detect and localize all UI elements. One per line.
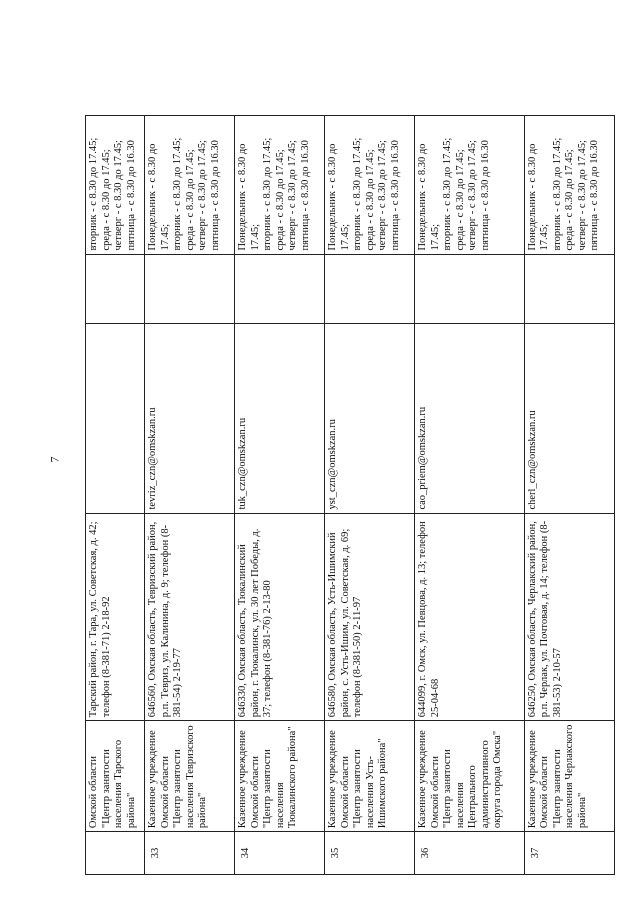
address-cell bbox=[415, 513, 524, 721]
row-number-cell bbox=[524, 832, 614, 875]
table-row bbox=[235, 116, 325, 875]
email[interactable]: tevriz_czn@omskzan.ru bbox=[147, 407, 159, 510]
address-cell bbox=[86, 513, 145, 721]
address: 646330, Омская область, Тюкалинский район, г. Тюкалинск, ул. 30 лет Победы, д. 37; телефон (8-381-76) 2-13-80 bbox=[237, 528, 274, 718]
row-number-cell bbox=[415, 832, 524, 875]
working-hours-cell bbox=[86, 116, 145, 255]
institution-name-cell bbox=[415, 721, 524, 832]
address: 644099, г. Омск, ул. Певцова, д. 13; телефон 25-04-68 bbox=[417, 521, 441, 718]
email-cell bbox=[415, 323, 524, 513]
table-row bbox=[325, 116, 415, 875]
working-hours: Понедельник - с 8.30 до 17.45; вторник - с 8.30 до 17.45; среда - с 8.30 до 17.45; четверг - с 8.30 до 17.45; пятница - с 8.30 до 16.30 bbox=[327, 137, 401, 251]
row-number bbox=[88, 835, 91, 871]
row-number: 35 bbox=[330, 847, 342, 859]
working-hours-cell bbox=[415, 116, 524, 255]
working-hours-cell bbox=[235, 116, 325, 255]
email[interactable]: tuk_czn@omskzan.ru bbox=[237, 417, 249, 510]
email[interactable]: cao_priem@omskzan.ru bbox=[417, 406, 429, 510]
row-number: 37 bbox=[529, 847, 541, 859]
email-cell bbox=[86, 323, 145, 513]
address: Тарский район, г. Тара, ул. Советская, д. 42; телефон (8-381-71) 2-18-92 bbox=[88, 521, 112, 718]
table-row bbox=[524, 116, 614, 875]
address-cell bbox=[145, 513, 235, 721]
working-hours: Понедельник - с 8.30 до 17.45; вторник - с 8.30 до 17.45; среда - с 8.30 до 17.45; четверг - с 8.30 до 17.45; пятница - с 8.30 до 16.30 bbox=[237, 137, 311, 251]
spacer-cell bbox=[524, 254, 614, 323]
institution-name: Казенное учреждение Омской области "Центр занятости населения Тюкалинского района" bbox=[237, 726, 299, 829]
email-cell bbox=[235, 323, 325, 513]
email[interactable]: cherl_czn@omskzan.ru bbox=[526, 410, 538, 510]
table-row bbox=[86, 116, 145, 875]
page-number: 7 bbox=[47, 456, 62, 463]
spacer-cell bbox=[235, 254, 325, 323]
spacer-cell bbox=[145, 254, 235, 323]
institution-name: Казенное учреждение Омской области "Центр занятости населения Черлакского района" bbox=[526, 724, 588, 829]
document-table-container bbox=[85, 115, 615, 875]
table-row bbox=[415, 116, 524, 875]
address: 646250, Омская область, Черлакский район, р.п. Черлак, ул. Почтовая, д. 14; телефон (8-381-53) 2-10-57 bbox=[526, 520, 563, 718]
working-hours-cell bbox=[524, 116, 614, 255]
working-hours: Понедельник - с 8.30 до 17.45; вторник - с 8.30 до 17.45; среда - с 8.30 до 17.45; четверг - с 8.30 до 17.45; пятница - с 8.30 до 16.30 bbox=[417, 137, 491, 251]
email-cell bbox=[145, 323, 235, 513]
row-number-cell bbox=[86, 832, 145, 875]
address-cell bbox=[524, 513, 614, 721]
address: 646560, Омская область, Тевризский район, р.п. Тевриз, ул. Калинина, д. 9; телефон (8-381-54) 2-19-77 bbox=[147, 521, 184, 718]
employment-centers-table bbox=[85, 115, 615, 875]
working-hours: Понедельник - с 8.30 до 17.45; вторник - с 8.30 до 17.45; среда - с 8.30 до 17.45; четверг - с 8.30 до 17.45; пятница - с 8.30 до 16.30 bbox=[147, 137, 221, 251]
table-row bbox=[145, 116, 235, 875]
institution-name: Казенное учреждение Омской области "Центр занятости населения Усть-Ишимского района" bbox=[327, 730, 389, 829]
address: 646580, Омская область, Усть-Ишимский район, с. Усть-Ишим, ул. Советская, д. 69; телефон (8-381-50) 2-11-97 bbox=[327, 528, 364, 718]
working-hours: Понедельник - с 8.30 до 17.45; вторник - с 8.30 до 17.45; среда - с 8.30 до 17.45; четверг - с 8.30 до 17.45; пятница - с 8.30 до 16.30 bbox=[526, 137, 601, 251]
spacer-cell bbox=[86, 254, 145, 323]
row-number-cell bbox=[145, 832, 235, 875]
row-number: 34 bbox=[240, 847, 252, 859]
institution-name: Казенное учреждение Омской области "Центр занятости населения Центрального административного округа города Омска" bbox=[417, 730, 504, 829]
row-number-cell bbox=[235, 832, 325, 875]
email-cell bbox=[524, 323, 614, 513]
institution-name-cell bbox=[145, 721, 235, 832]
working-hours-cell bbox=[325, 116, 415, 255]
email-cell bbox=[325, 323, 415, 513]
spacer-cell bbox=[415, 254, 524, 323]
institution-name: Омской области "Центр занятости населения Тарского района" bbox=[88, 739, 137, 829]
row-number: 33 bbox=[150, 847, 162, 859]
institution-name: Казенное учреждение Омской области "Центр занятости населения Тевризского района" bbox=[147, 725, 209, 829]
address-cell bbox=[325, 513, 415, 721]
email[interactable]: yst_czn@omskzan.ru bbox=[327, 419, 339, 510]
institution-name-cell bbox=[325, 721, 415, 832]
row-number: 36 bbox=[420, 847, 432, 859]
working-hours: вторник - с 8.30 до 17.45; среда - с 8.30 до 17.45; четверг - с 8.30 до 17.45; пятница - с 8.30 до 16.30 bbox=[88, 137, 137, 251]
institution-name-cell bbox=[235, 721, 325, 832]
row-number-cell bbox=[325, 832, 415, 875]
working-hours-cell bbox=[145, 116, 235, 255]
institution-name-cell bbox=[86, 721, 145, 832]
spacer-cell bbox=[325, 254, 415, 323]
institution-name-cell bbox=[524, 721, 614, 832]
address-cell bbox=[235, 513, 325, 721]
